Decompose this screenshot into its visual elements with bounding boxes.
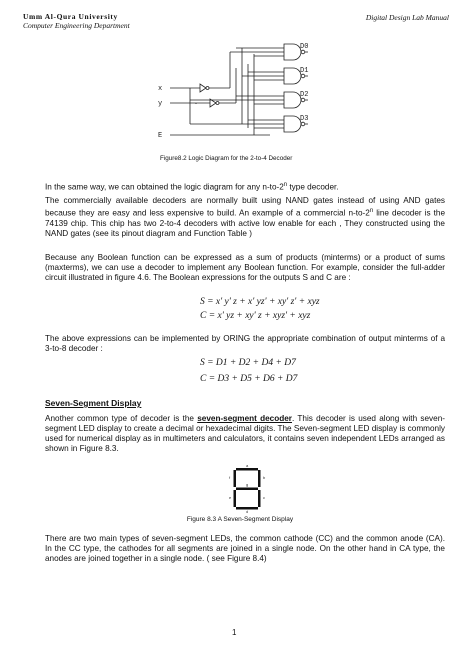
- paragraph-intro-text: In the same way, we can obtained the logic diagram for any n-to-2: [45, 182, 284, 192]
- segment-label-c: c: [263, 495, 265, 500]
- figure-8-3-caption: Figure 8.3 A Seven-Segment Display: [186, 516, 294, 523]
- paragraph-seven-segment-b: . This decoder is used along with seven-segment LED display to create a decimal or hexadecimal digits. The Seven-segment LED display is commonly used for numerical display as in multimeters and calculators, it contains seven independent LEDs arranged as shown in Figure 8.3.: [45, 414, 445, 453]
- equation-s-minterms: S = x' y' z + x' yz' + xy' z' + xyz: [200, 297, 320, 307]
- paragraph-intro: [45, 180, 445, 193]
- university-name: Umm Al-Qura University: [23, 12, 118, 21]
- segment-f: [234, 470, 237, 487]
- superscript-n-2: n: [369, 208, 374, 214]
- page-number: 1: [232, 628, 237, 637]
- equation-c-decoder: C = D3 + D5 + D6 + D7: [200, 374, 298, 384]
- segment-b: [258, 470, 261, 487]
- superscript-n: n: [283, 182, 288, 188]
- figure-8-2-caption: Figure8.2 Logic Diagram for the 2-to-4 Decoder: [160, 155, 293, 162]
- decoder-logic-diagram: [150, 38, 320, 150]
- segment-label-d: d: [246, 509, 249, 513]
- paragraph-seven-segment-a: Another common type of decoder is the: [45, 414, 198, 423]
- input-label-x: x: [158, 85, 163, 93]
- paragraph-intro-end: type decoder.: [287, 182, 339, 192]
- seven-segment-figure: [222, 465, 274, 513]
- output-label-d3: D3: [300, 115, 309, 123]
- output-label-d2: D2: [300, 91, 309, 99]
- output-label-d0: D0: [300, 43, 309, 51]
- page-header-left: [23, 12, 130, 30]
- manual-title: Digital Design Lab Manual: [365, 13, 449, 22]
- segment-c: [258, 490, 261, 507]
- paragraph-commercial: [45, 196, 445, 239]
- segment-a: [236, 468, 258, 471]
- equation-c-minterms: C = x' yz + xy' z + xyz' + xyz: [200, 311, 311, 321]
- input-label-y: y: [158, 100, 163, 108]
- paragraph-commercial-b: line decoder is the 74139 chip. This chip has two 2-to-4 decoders with active low enable for each , They constructed using the NAND gates (see its pinout diagram and Function Table ): [45, 208, 446, 238]
- segment-label-f: f: [229, 475, 231, 480]
- segment-g: [236, 488, 258, 491]
- department-name: Computer Engineering Department: [23, 21, 130, 30]
- paragraph-oring: The above expressions can be implemented by ORING the appropriate combination of output minterms of a 3-to-8 decoder :: [45, 334, 445, 353]
- paragraph-cc-ca: There are two main types of seven-segment LEDs, the common cathode (CC) and the common anode (CA). In the CC type, the cathodes for all segments are joined in a single node. On the other hand in CA type, the anodes are joined together in a single node. ( see Figure 8.4): [45, 534, 445, 563]
- segment-label-g: g: [246, 482, 249, 487]
- segment-e: [234, 490, 237, 507]
- equation-s-decoder: S = D1 + D2 + D4 + D7: [200, 358, 296, 368]
- segment-label-a: a: [246, 465, 249, 468]
- paragraph-seven-segment: [45, 414, 445, 454]
- output-label-d1: D1: [300, 67, 309, 75]
- term-seven-segment-decoder: seven-segment decoder: [197, 414, 292, 423]
- segment-label-e: e: [229, 495, 232, 500]
- paragraph-boolean: Because any Boolean function can be expressed as a sum of products (minterms) or a product of sums (maxterms), we can use a decoder to implement any Boolean function. For example, consider the full-adder circuit illustrated in figure 4.6. The Boolean expressions for the outputs S and C are :: [45, 253, 445, 282]
- paragraph-commercial-a: The commercially available decoders are normally built using NAND gates instead of using AND gates because they are easy and less expensive to build. An example of a commercial n-to-2: [45, 196, 445, 218]
- segment-label-b: b: [263, 475, 266, 480]
- section-heading-seven-segment: Seven-Segment Display: [45, 398, 142, 408]
- input-label-e: E: [158, 132, 163, 140]
